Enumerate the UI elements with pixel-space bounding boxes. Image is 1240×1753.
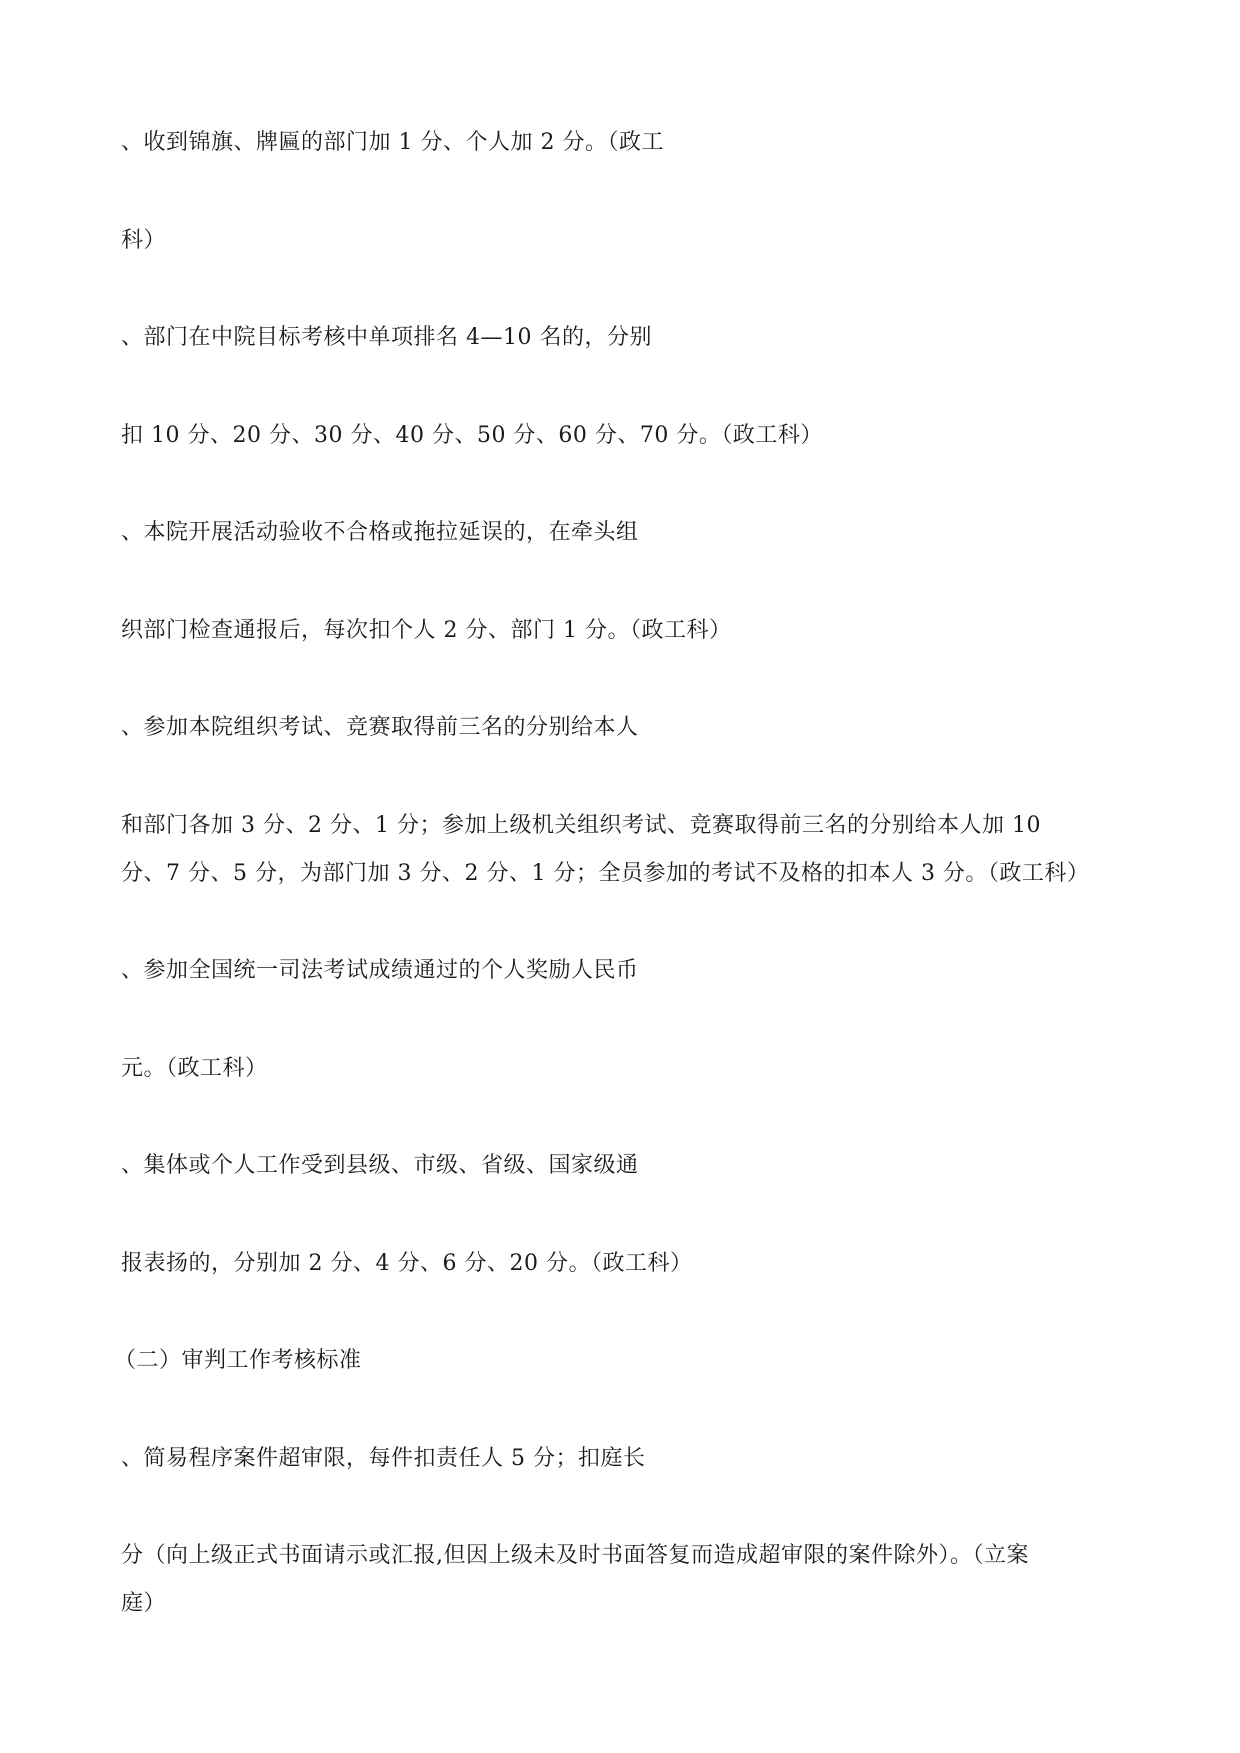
text-line-7: 、参加本院组织考试、竞赛取得前三名的分别给本人: [121, 715, 639, 740]
text-line-2: 科）: [121, 228, 167, 253]
text-line-9: 分、7 分、5 分，为部门加 3 分、2 分、1 分；全员参加的考试不及格的扣本人 3 分。（政工科）: [121, 861, 1090, 886]
text-line-12: 、集体或个人工作受到县级、市级、省级、国家级通: [121, 1153, 639, 1178]
text-line-4: 扣 10 分、20 分、30 分、40 分、50 分、60 分、70 分。（政工科）: [121, 423, 823, 448]
text-line-15: 、简易程序案件超审限，每件扣责任人 5 分；扣庭长: [121, 1446, 646, 1471]
text-line-6: 织部门检查通报后，每次扣个人 2 分、部门 1 分。（政工科）: [121, 618, 732, 643]
text-line-8: 和部门各加 3 分、2 分、1 分；参加上级机关组织考试、竞赛取得前三名的分别给本人加 10: [121, 813, 1041, 838]
text-line-16: 分（向上级正式书面请示或汇报,但因上级未及时书面答复而造成超审限的案件除外）。（立案: [121, 1543, 1029, 1568]
text-line-3: 、部门在中院目标考核中单项排名 4—10 名的，分别: [121, 325, 652, 350]
section-heading: （二）审判工作考核标准: [114, 1348, 362, 1373]
text-line-17: 庭）: [121, 1591, 167, 1616]
text-line-5: 、本院开展活动验收不合格或拖拉延误的，在牵头组: [121, 520, 639, 545]
text-line-13: 报表扬的，分别加 2 分、4 分、6 分、20 分。（政工科）: [121, 1251, 693, 1276]
text-line-11: 元。（政工科）: [121, 1056, 268, 1081]
text-line-1: 、收到锦旗、牌匾的部门加 1 分、个人加 2 分。（政工: [121, 130, 664, 155]
text-line-10: 、参加全国统一司法考试成绩通过的个人奖励人民币: [121, 958, 639, 983]
